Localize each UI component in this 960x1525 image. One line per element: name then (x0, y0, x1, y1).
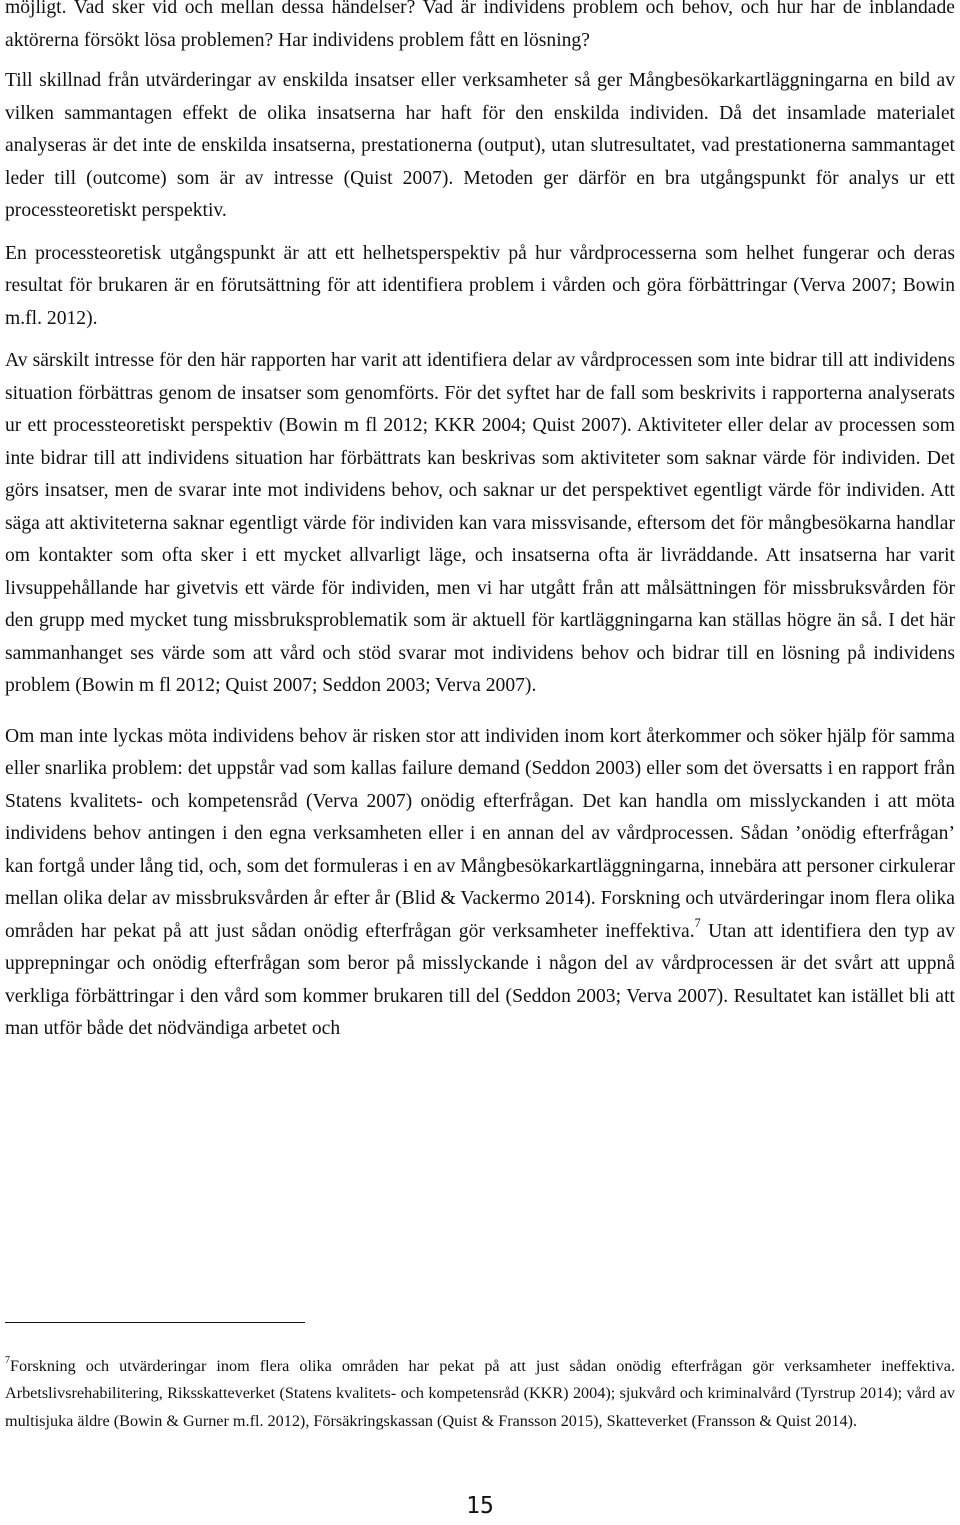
paragraph-5-text-after-note: Utan att identifiera den typ av upprepningar och onödig efterfrågan som beror på misslyckande i någon del av vårdprocessen är det svårt att uppnå verkliga förbättringar i den vård som kommer brukaren till del (Seddon 2003; Verva 2007). Resultatet kan istället bli att man utför både det nödvändiga arbetet och (5, 920, 955, 1039)
footnote-text: Forskning och utvärderingar inom flera olika områden har pekat på att just sådan onödig efterfrågan gör verksamheter ineffektiva. Arbetslivsrehabilitering, Riksskatteverket (Statens kvalitets- och kompetensråd (KKR) 2004); sjukvård och kriminalvård (Tyrstrup 2014); vård av multisjuka äldre (Bowin & Gurner m.fl. 2012), Försäkringskassan (Quist & Fransson 2015), Skatteverket (Fransson & Quist 2014). (5, 1357, 955, 1430)
document-page (5, 0, 955, 1519)
page-number: 15 (466, 1493, 494, 1519)
paragraph-5 (5, 721, 955, 1046)
footnote-divider (5, 1322, 305, 1323)
paragraph-3: En processteoretisk utgångspunkt är att ett helhetsperspektiv på hur vårdprocesserna som helhet fungerar och deras resultat för brukaren är en förutsättning för att identifiera problem i vården och göra förbättringar (Verva 2007; Bowin m.fl. 2012). (5, 242, 955, 329)
paragraph-4: Av särskilt intresse för den här rapporten har varit att identifiera delar av vårdprocessen som inte bidrar till att individens situation förbättras genom de insatser som genomförts. För det syftet har de fall som beskrivits i rapporterna analyserats ur ett processteoretiskt perspektiv (Bowin m fl 2012; KKR 2004; Quist 2007). Aktiviteter eller delar av processen som inte bidrar till att individens situation har förbättrats kan beskrivas som aktiviteter som saknar värde för individen. Det görs insatser, men de svarar inte mot individens behov, och saknar ur det perspektivet egentligt värde för individen. Att säga att aktiviteterna saknar egentligt värde för individen kan vara missvisande, eftersom det för mångbesökarna handlar om kontakter som ofta sker i ett mycket allvarligt läge, och insatserna ofta är livräddande. Att insatserna har varit livsuppehållande har givetvis ett värde för individen, men vi har utgått från att målsättningen för missbruksvården för den grupp med mycket tung missbruksproblematik som är aktuell för kartläggningarna kan ställas högre än så. I det här sammanhanget ses värde som att vård och stöd svarar mot individens behov och bidrar till en lösning på individens problem (Bowin m fl 2012; Quist 2007; Seddon 2003; Verva 2007). (5, 350, 955, 696)
footnote-marker: 7 (5, 1355, 11, 1367)
paragraph-1: möjligt. Vad sker vid och mellan dessa händelser? Vad är individens problem och behov, och hur har de inblandade aktörerna försökt lösa problemen? Har individens problem fått en lösning? (5, 0, 955, 51)
footnote-reference[interactable]: 7 (694, 916, 701, 931)
paragraph-5-text-before-note: Om man inte lyckas möta individens behov är risken stor att individen inom kort återkommer och söker hjälp för samma eller snarlika problem: det uppstår vad som kallas failure demand (Seddon 2003) eller som det översatts i en rapport från Statens kvalitets- och kompetensråd (Verva 2007) onödig efterfrågan. Det kan handla om misslyckanden i att möta individens behov antingen i den egna verksamheten eller i en annan del av vårdprocessen. Sådan ’onödig efterfrågan’ kan fortgå under lång tid, och, som det formuleras i en av Mångbesökarkartläggningarna, innebära att personer cirkulerar mellan olika delar av missbruksvården år efter år (Blid & Vackermo 2014). Forskning och utvärderingar inom flera olika områden har pekat på att just sådan onödig efterfrågan gör verksamheter ineffektiva. (5, 725, 955, 942)
paragraph-2: Till skillnad från utvärderingar av enskilda insatser eller verksamheter så ger Mångbesökarkartläggningarna en bild av vilken sammantagen effekt de olika insatserna har haft för den enskilda individen. Då det insamlade materialet analyseras är det inte de enskilda insatserna, prestationerna (output), utan slutresultatet, vad prestationerna sammantaget leder till (outcome) som är av intresse (Quist 2007). Metoden ger därför en bra utgångspunkt för analys ur ett processteoretiskt perspektiv. (5, 70, 955, 221)
footnote (5, 1353, 955, 1435)
